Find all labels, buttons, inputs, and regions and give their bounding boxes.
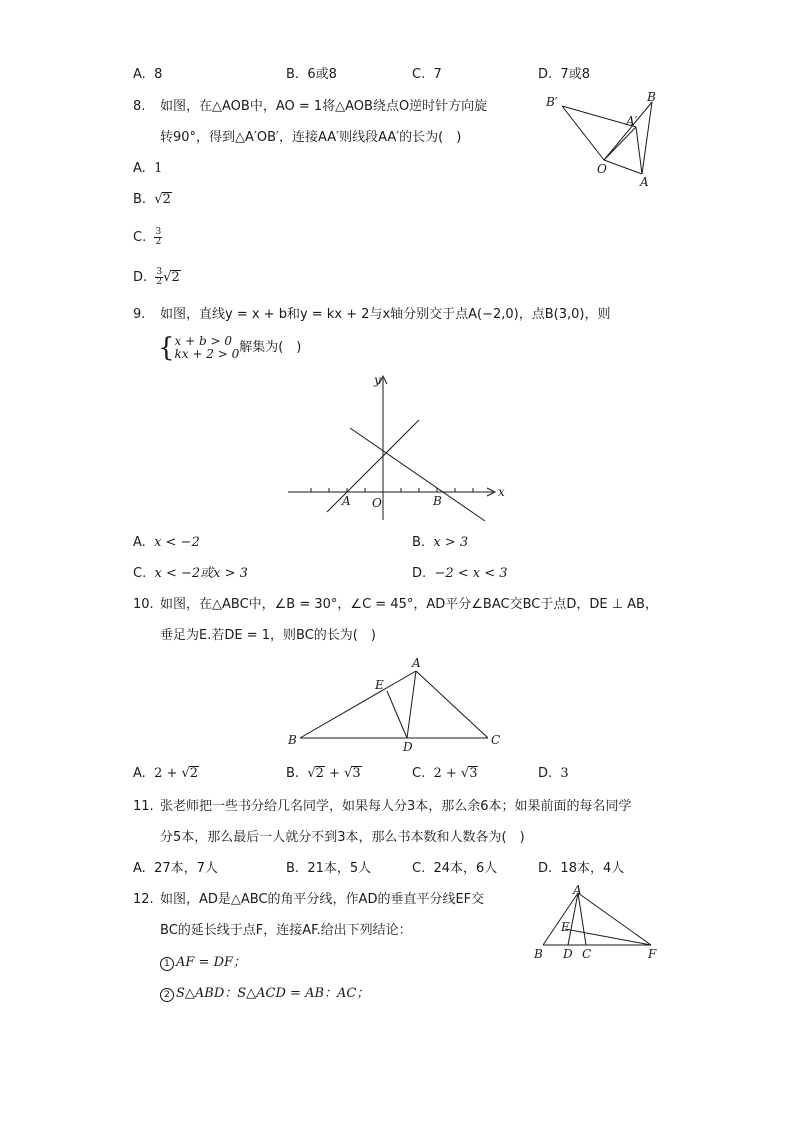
- q8-stem-line1: 如图，在△AOB中，AO = 1将△AOB绕点O逆时针方向旋: [160, 99, 488, 114]
- q12-label-c: C: [582, 947, 592, 961]
- q11-stem-line1: 张老师把一些书分给几名同学，如果每人分3本，那么余6本；如果前面的每名同学: [160, 799, 632, 814]
- q12-stem-line2: BC的延长线于点F，连接AF.给出下列结论：: [160, 923, 412, 938]
- q8-figure: [540, 90, 670, 190]
- q12-label-d: D: [563, 947, 573, 961]
- q12-number: 12.: [133, 892, 154, 907]
- q9-option-a[interactable]: A. x < −2: [133, 535, 200, 550]
- q9-option-d[interactable]: D. −2 < x < 3: [412, 566, 508, 581]
- q9-line-y-eq-kx-plus-2: [350, 428, 485, 521]
- q8-label-a: A: [640, 175, 649, 189]
- q10-label-d: D: [403, 740, 413, 754]
- q12-conclusion-2-mark: 2: [160, 988, 174, 1002]
- q9-figure: [285, 370, 515, 530]
- q7-option-a[interactable]: A. 8: [133, 67, 163, 82]
- q12-conclusion-1: 1 AF = DF；: [160, 955, 246, 971]
- q11-number: 11.: [133, 799, 154, 814]
- q9-stem-line1: 如图，直线y = x + b和y = kx + 2与x轴分别交于点A(−2,0)，点B(3,0)，则: [160, 307, 611, 322]
- q10-label-c: C: [491, 733, 501, 747]
- q9-stem-suffix: 解集为( ): [239, 340, 302, 355]
- q12-conclusion-1-mark: 1: [160, 957, 174, 971]
- q9-ticks: [311, 488, 473, 492]
- q7-option-c[interactable]: C. 7: [412, 67, 442, 82]
- q12-label-b: B: [534, 947, 543, 961]
- q10-option-d[interactable]: D. 3: [538, 766, 569, 781]
- q9-label-b: B: [433, 494, 442, 508]
- q8-option-c[interactable]: C. $\frac{3}{2}$: [133, 227, 162, 247]
- q8-label-aprime: A′: [626, 114, 638, 128]
- q12-label-f: F: [648, 947, 657, 961]
- q12-conclusion-2: 2 S△ABD：S△ACD = AB：AC；: [160, 986, 369, 1002]
- q11-stem-line2: 分5本，那么最后一人就分不到3本，那么书本数和人数各为( ): [160, 830, 525, 845]
- q10-stem-line1: 如图，在△ABC中，∠B = 30°，∠C = 45°，AD平分∠BAC交BC于点D，DE ⊥ AB，: [160, 597, 658, 612]
- q9-label-a: A: [342, 494, 351, 508]
- q11-option-c[interactable]: C. 24本，6人: [412, 861, 498, 876]
- q7-option-d[interactable]: D. 7或8: [538, 67, 590, 82]
- q10-label-e: E: [375, 678, 384, 692]
- q8-seg-aprime-o: [604, 127, 636, 160]
- q9-system-bottom: kx + 2 > 0: [174, 346, 240, 361]
- q12-label-a: A: [573, 884, 582, 897]
- q9-option-c[interactable]: C. x < −2或x > 3: [133, 566, 248, 581]
- q10-label-b: B: [288, 733, 297, 747]
- q12-seg-af: [578, 893, 651, 945]
- q11-option-b[interactable]: B. 21本，5人: [286, 861, 372, 876]
- q8-seg-aprime-a: [636, 127, 642, 174]
- q12-seg-ef: [565, 929, 651, 945]
- q12-stem-line1: 如图，AD是△ABC的角平分线，作AD的垂直平分线EF交: [160, 892, 485, 907]
- q10-label-a: A: [412, 656, 421, 670]
- q8-stem-line2: 转90°，得到△A′OB′，连接AA′则线段AA′的长为( ): [160, 130, 462, 145]
- q9-option-b[interactable]: B. x > 3: [412, 535, 469, 550]
- q8-seg-o-a: [604, 160, 642, 174]
- q10-seg-ba: [300, 671, 416, 738]
- q9-label-x: x: [498, 485, 505, 499]
- q8-label-b: B: [647, 90, 656, 104]
- q9-number: 9.: [133, 307, 146, 322]
- q9-stem-line2: { x + b > 0 kx + 2 > 0 解集为( ): [158, 332, 302, 363]
- q8-option-b[interactable]: B. √2: [133, 192, 171, 207]
- q10-option-a[interactable]: A. 2 + √2: [133, 766, 199, 781]
- q9-label-y: y: [374, 373, 381, 387]
- q8-seg-bprime-o: [562, 106, 604, 160]
- q8-label-bprime: B′: [546, 95, 558, 109]
- q7-option-b[interactable]: B. 6或8: [286, 67, 337, 82]
- q10-option-b[interactable]: B. √2 + √3: [286, 766, 361, 781]
- q8-seg-bprime-aprime: [562, 106, 636, 127]
- q11-option-d[interactable]: D. 18本，4人: [538, 861, 625, 876]
- q8-label-o: O: [597, 162, 607, 176]
- q10-figure: [282, 654, 512, 758]
- q8-option-d[interactable]: D. $\frac{3}{2}$ √2: [133, 267, 180, 287]
- q9-system-top: x + b > 0: [174, 333, 232, 348]
- q10-seg-ac: [416, 671, 488, 738]
- q10-option-c[interactable]: C. 2 + √3: [412, 766, 478, 781]
- q12-label-e: E: [561, 920, 570, 934]
- q12-figure: [530, 884, 670, 964]
- q8-number: 8.: [133, 99, 146, 114]
- q8-option-a[interactable]: A. 1: [133, 161, 163, 176]
- q10-number: 10.: [133, 597, 154, 612]
- q12-seg-ac: [578, 893, 586, 945]
- q10-stem-line2: 垂足为E.若DE = 1，则BC的长为( ): [160, 628, 376, 643]
- q10-seg-ad: [407, 671, 416, 738]
- q11-option-a[interactable]: A. 27本，7人: [133, 861, 218, 876]
- q10-seg-de: [387, 691, 407, 738]
- q9-label-o: O: [372, 496, 382, 510]
